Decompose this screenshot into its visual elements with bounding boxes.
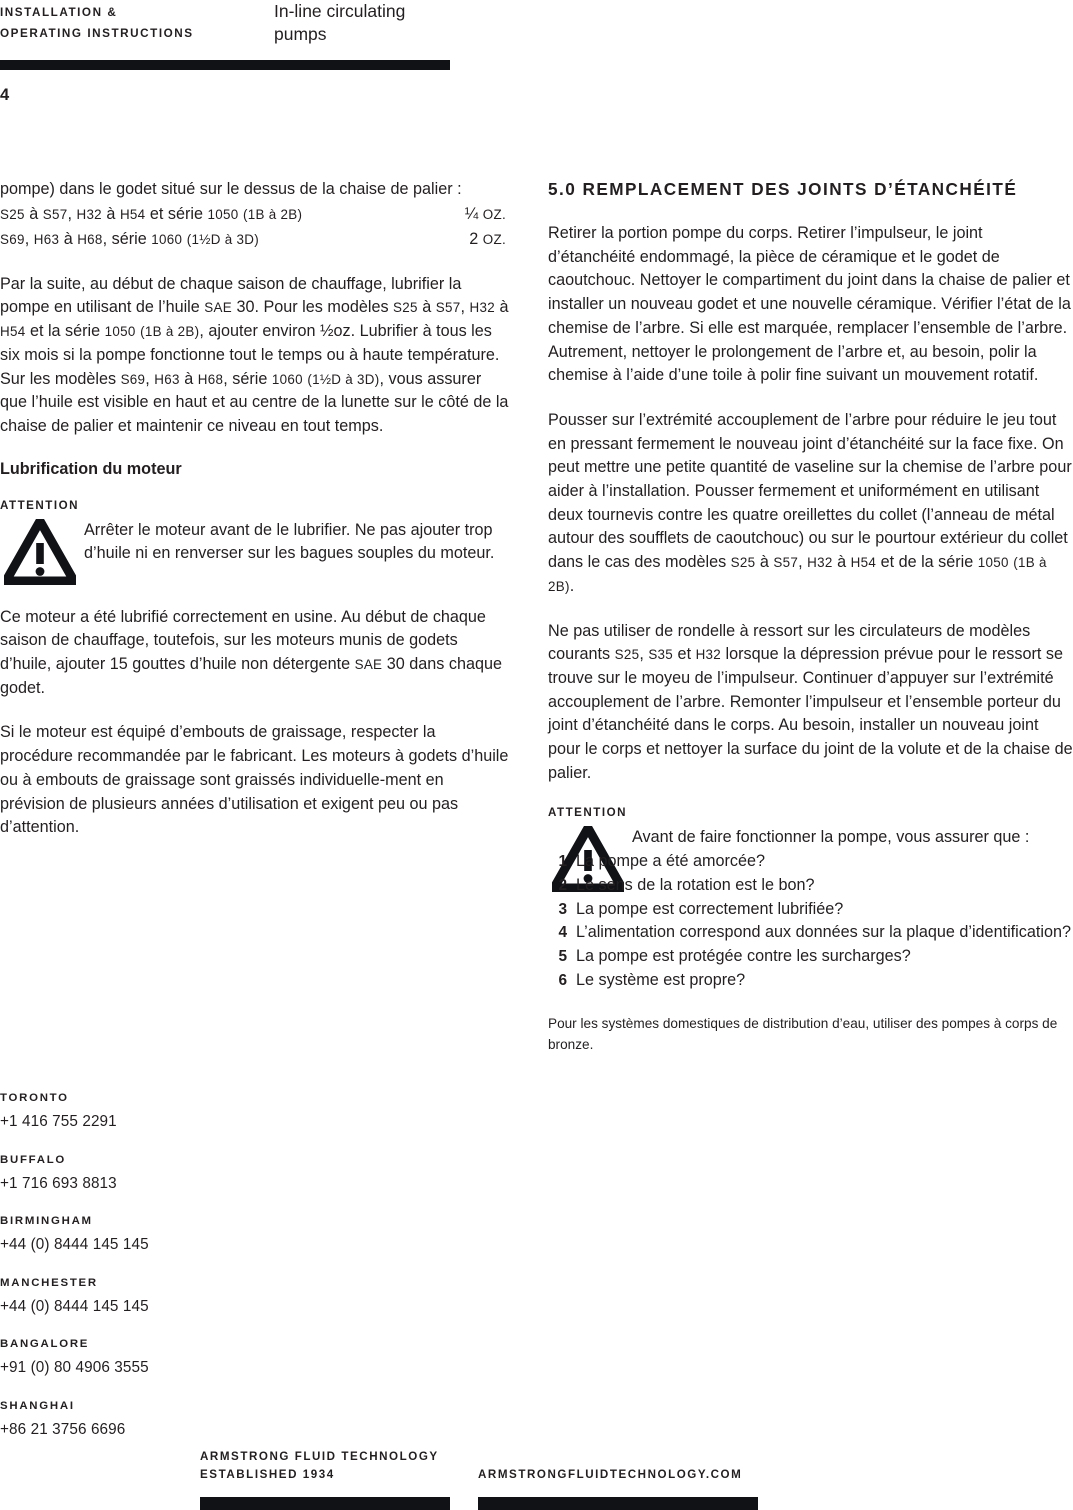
factory-lubrication-paragraph: Ce moteur a été lubrifié correctement en usine. Au début de chaque saison de chauffage, toutefois, sur les moteurs munis de godets d’huile, ajouter 15 gouttes d’huile non détergente SAE 30 dans chaque godet. — [0, 607, 503, 697]
intro-paragraph: pompe) dans le godet situé sur le dessus de la chaise de palier : — [0, 180, 462, 198]
right-column — [548, 178, 1073, 1055]
contact-city: MANCHESTER — [0, 1276, 98, 1289]
footnote: Pour les systèmes domestiques de distribution d’eau, utiliser des pompes à corps de bronze. — [548, 1016, 1058, 1053]
oil-capacity-table — [0, 202, 512, 252]
attention-block — [0, 519, 512, 585]
contact-phone[interactable]: +1 716 693 8813 — [0, 1174, 117, 1192]
spec-quantity: 2 OZ. — [469, 229, 506, 248]
product-name-line2: pumps — [274, 24, 327, 44]
spec-quantity: ¼ OZ. — [464, 204, 506, 223]
attention-intro-text: Avant de faire fonctionner la pompe, vous assurer que : — [632, 828, 1030, 847]
list-item-number: 3 — [558, 900, 567, 918]
lubrication-paragraph: Par la suite, au début de chaque saison de chauffage, lubrifier la pompe en utilisant de l’huile SAE 30. Pour les modèles S25 à S57, H32 à H54 et la série 1050 (1B à 2B), ajouter environ ½oz. Lubrifier à tous les six mois si la pompe fonctionne tout le temps ou à haute température. Sur les modèles S69, H63 à H68, série 1060 (1½D à 3D), vous assurer que l’huile est visible en haut et au centre de la lunette sur le côté de la chaise de palier et maintenir ce niveau en tout temps. — [0, 274, 509, 435]
header-rule-bar — [0, 60, 450, 70]
contact-entry — [0, 1400, 220, 1439]
contact-city: BIRMINGHAM — [0, 1215, 93, 1227]
footer-bar-left — [200, 1497, 450, 1510]
footer-brand — [200, 1448, 465, 1484]
footer-bar-right — [478, 1497, 758, 1510]
spec-label: S69, H63 à H68, série 1060 (1½D à 3D) — [0, 229, 259, 248]
seal-replacement-paragraph-1: Retirer la portion pompe du corps. Retirer l’impulseur, le joint d’étanchéité endommagé, la pièce de céramique et le godet de caoutchouc. Nettoyer le compartiment du joint dans la chaise de palier et installer un nouveau godet et une nouvelle céramique. Vérifier l’état de la chemise de l’arbre. Si elle est marquée, remplacer l’ensemble de l’arbre. Autrement, nettoyer le prolongement de l’arbre et, au besoin, polir la chemise à l’aide d’une toile à polir fine suivant un mouvement rotatif. — [548, 224, 1071, 385]
grease-fittings-paragraph: Si le moteur est équipé d’embouts de graissage, respecter la procédure recommandée par le fabricant. Les moteurs à godets d’huile ou à embouts de graissage sont graissés individuelle-ment en prévision de plusieurs années d’utilisation et exigent peu ou pas d’attention. — [0, 723, 509, 837]
spec-row — [0, 227, 512, 252]
document-title-line2: OPERATING INSTRUCTIONS — [0, 26, 194, 40]
seal-replacement-paragraph-3: Ne pas utiliser de rondelle à ressort sur les circulateurs de modèles courants S25, S35 et H32 lorsque la dépression prévue pour le ressort se trouve sur le moyeu de l’impulseur. Continuer d’appuyer sur l’extrémité accouplement de l’arbre. Remonter l’impulseur et l’ensemble porteur du joint d’étanchéité dans le corps. Au besoin, installer un nouveau joint pour le corps et nettoyer la surface du joint de la volute et de la chaise de palier. — [548, 621, 1073, 782]
footer-website[interactable]: ARMSTRONGFLUIDTECHNOLOGY.COM — [478, 1468, 743, 1481]
list-item-label: La pompe est protégée contre les surcharges? — [576, 946, 911, 965]
page-header — [0, 0, 1073, 110]
section-title: 5.0 REMPLACEMENT DES JOINTS D’ÉTANCHÉITÉ — [548, 179, 1018, 199]
left-column — [0, 178, 512, 861]
list-item-number: 5 — [558, 947, 567, 965]
list-item — [548, 945, 1073, 969]
list-item-label: La pompe a été amorcée? — [576, 852, 765, 871]
attention-label: ATTENTION — [548, 806, 627, 820]
seal-replacement-paragraph-2: Pousser sur l’extrémité accouplement de l’arbre pour réduire le jeu tout en pressant fermement le nouveau joint d’étanchéité sur la face fixe. On peut mettre une petite quantité de vaseline sur la chemise de l’arbre pour aider à l’installation. Pousser fermement et uniformément en utilisant deux tournevis contre les quatre oreillettes du collet (l’anneau de métal autour des soufflets de caoutchouc) ou sur le pourtour extérieur du collet dans le cas des modèles S25 à S57, H32 à H54 et de la série 1050 (1B à 2B). — [548, 410, 1072, 595]
list-item-label: Le système est propre? — [576, 970, 746, 989]
page-number: 4 — [0, 86, 10, 104]
list-item-label: L’alimentation correspond aux données sur la plaque d’identification? — [576, 923, 1071, 942]
contact-entry — [0, 1215, 220, 1254]
contact-city: TORONTO — [0, 1092, 69, 1104]
contact-phone[interactable]: +44 (0) 8444 145 145 — [0, 1236, 149, 1253]
spec-row — [0, 202, 512, 227]
list-item — [548, 874, 1073, 898]
product-name — [274, 0, 504, 46]
contact-phone[interactable]: +1 416 755 2291 — [0, 1113, 117, 1130]
contact-phone[interactable]: +86 21 3756 6696 — [0, 1420, 126, 1438]
list-item — [548, 969, 1073, 993]
pre-operation-checklist — [548, 850, 1073, 992]
list-item-label: La pompe est correctement lubrifiée? — [576, 899, 844, 918]
contact-entry — [0, 1277, 220, 1316]
contact-entry — [0, 1338, 220, 1377]
contact-city: BANGALORE — [0, 1338, 90, 1350]
list-item-number: 1 — [558, 853, 567, 871]
contact-list — [0, 1092, 220, 1461]
contact-entry — [0, 1154, 220, 1193]
attention-label: ATTENTION — [0, 498, 79, 512]
contact-phone[interactable]: +91 (0) 80 4906 3555 — [0, 1359, 149, 1376]
attention-text: Arrêter le moteur avant de le lubrifier. Ne pas ajouter trop d’huile ni en renverser sur les bagues souples du moteur. — [84, 520, 495, 563]
product-name-line1: In-line circulating — [274, 1, 406, 21]
contact-city: SHANGHAI — [0, 1399, 75, 1412]
contact-entry — [0, 1092, 220, 1131]
list-item-label: Le sens de la rotation est le bon? — [576, 875, 815, 894]
list-item — [548, 850, 1073, 874]
list-item-number: 2 — [558, 876, 567, 894]
list-item — [548, 921, 1073, 945]
footer-brand-line1: ARMSTRONG FLUID TECHNOLOGY — [200, 1450, 439, 1463]
document-title — [0, 3, 260, 44]
list-item-number: 4 — [558, 924, 567, 942]
warning-triangle-icon — [4, 519, 76, 585]
contact-city: BUFFALO — [0, 1153, 67, 1166]
footer-brand-line2: ESTABLISHED 1934 — [200, 1468, 335, 1481]
spec-label: S25 à S57, H32 à H54 et série 1050 (1B à 2B) — [0, 204, 303, 223]
list-item-number: 6 — [558, 971, 567, 989]
document-title-line1: INSTALLATION & — [0, 6, 118, 19]
attention-block — [548, 826, 1073, 992]
subheading-motor-lubrication: Lubrification du moteur — [0, 459, 182, 478]
list-item — [548, 898, 1073, 922]
contact-phone[interactable]: +44 (0) 8444 145 145 — [0, 1297, 149, 1315]
